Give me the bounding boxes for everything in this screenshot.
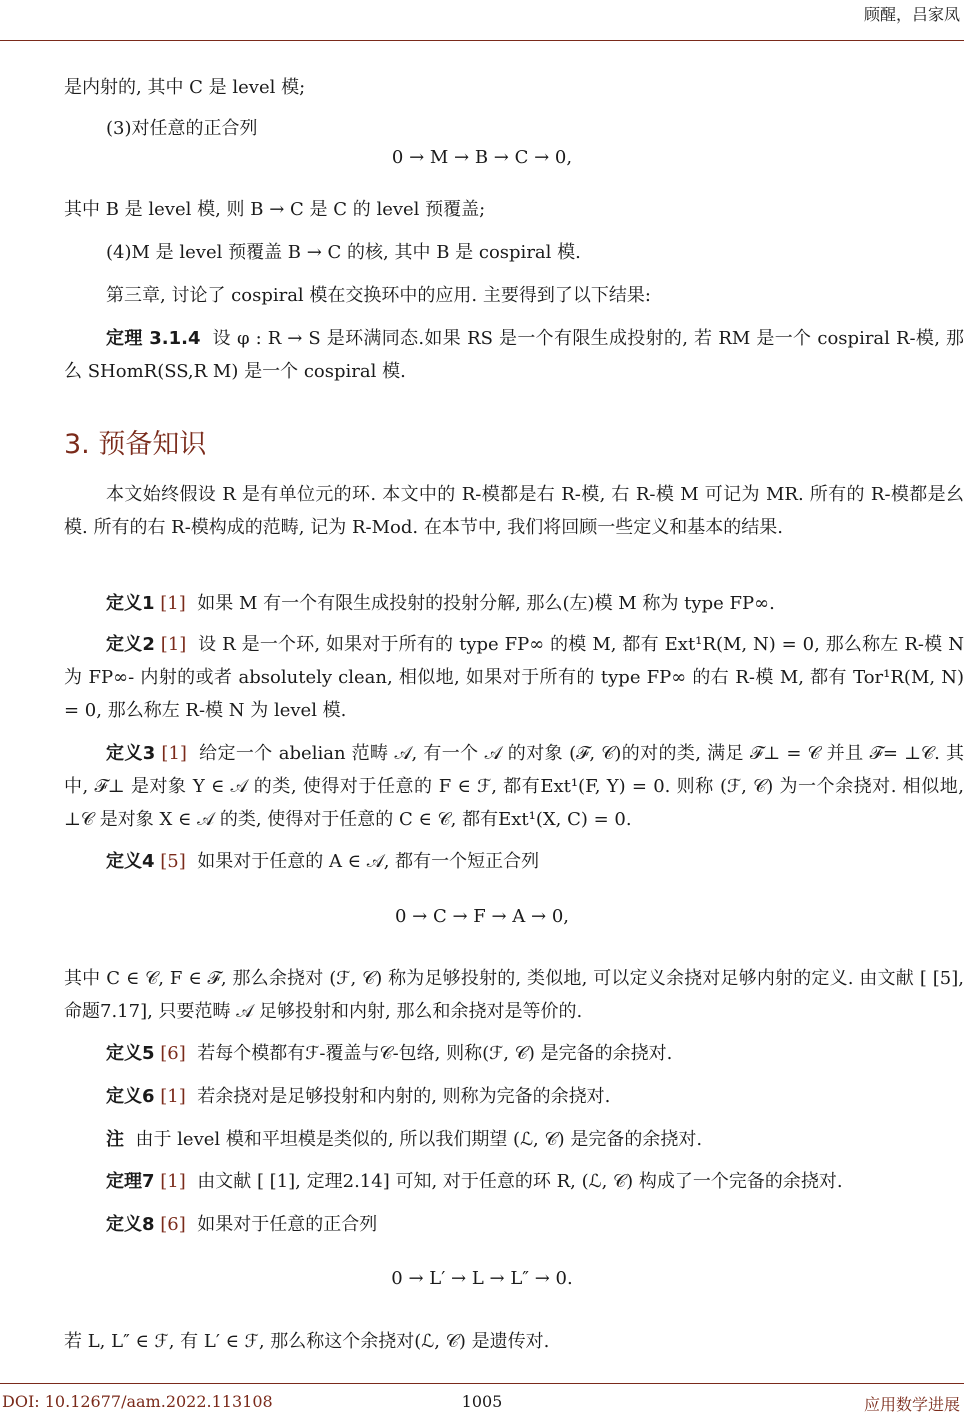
definition-6 <box>64 1080 964 1113</box>
def1-ref[interactable]: [1] <box>160 593 186 614</box>
note <box>64 1123 964 1156</box>
def1-text: 如果 M 有一个有限生成投射的投射分解, 那么(左)模 M 称为 type FP∞. <box>197 593 775 614</box>
def4-label: 定义4 <box>106 851 155 872</box>
theorem-label: 定理 3.1.4 <box>106 328 201 349</box>
thm7-ref[interactable]: [1] <box>160 1171 186 1192</box>
footer-rule <box>0 1383 964 1384</box>
formula-3: 0 → L′ → L → L″ → 0. <box>391 1268 573 1289</box>
theorem-7 <box>64 1165 964 1198</box>
def1-label: 定义1 <box>106 593 155 614</box>
def2-ref[interactable]: [1] <box>160 634 187 655</box>
def5-label: 定义5 <box>106 1043 155 1064</box>
theorem-3-1-4 <box>64 322 964 388</box>
paragraph-4: (4)M 是 level 预覆盖 B → C 的核, 其中 B 是 cospiral 模. <box>106 242 581 263</box>
definition-3 <box>64 737 964 836</box>
def6-text: 若余挠对是足够投射和内射的, 则称为完备的余挠对. <box>197 1086 611 1107</box>
definition-1 <box>64 587 964 620</box>
definition-2 <box>64 628 964 727</box>
definition-4 <box>64 845 964 878</box>
def5-text: 若每个模都有ℱ-覆盖与𝒞-包络, 则称(ℱ, 𝒞) 是完备的余挠对. <box>197 1043 673 1064</box>
paragraph-last: 若 L, L″ ∈ ℱ, 有 L′ ∈ ℱ, 那么称这个余挠对(ℒ, 𝒞) 是遗传对. <box>64 1331 550 1352</box>
def2-label: 定义2 <box>106 634 155 655</box>
definition-8 <box>64 1208 964 1241</box>
section-heading: 3. 预备知识 <box>64 429 207 460</box>
header-rule <box>0 40 964 41</box>
def6-label: 定义6 <box>106 1086 155 1107</box>
note-text: 由于 level 模和平坦模是类似的, 所以我们期望 (ℒ, 𝒞) 是完备的余挠对. <box>135 1129 703 1150</box>
def5-ref[interactable]: [6] <box>160 1043 186 1064</box>
intro-paragraph: 本文始终假设 R 是有单位元的环. 本文中的 R-模都是右 R-模, 右 R-模 M 可记为 MR. 所有的 R-模都是幺模. 所有的右 R-模构成的范畴, 记为 R-Mod. 在本节中, 我们将回顾一些定义和基本的结果. <box>64 484 964 538</box>
def6-ref[interactable]: [1] <box>160 1086 186 1107</box>
definition-5 <box>64 1037 964 1070</box>
thm7-text: 由文献 [ [1], 定理2.14] 可知, 对于任意的环 R, (ℒ, 𝒞) 构成了一个完备的余挠对. <box>197 1171 843 1192</box>
paragraph-3: 其中 B 是 level 模, 则 B → C 是 C 的 level 预覆盖; <box>64 199 486 220</box>
theorem-text: 设 φ : R → S 是环满同态.如果 RS 是一个有限生成投射的, 若 RM 是一个 cospiral R-模, 那么 SHomR(SS,R M) 是一个 cospiral 模. <box>64 328 964 382</box>
page-number: 1005 <box>461 1392 503 1411</box>
footer-doi[interactable]: DOI: 10.12677/aam.2022.113108 <box>2 1392 273 1411</box>
def3-text: 给定一个 abelian 范畴 𝒜, 有一个 𝒜 的对象 (ℱ, 𝒞)的对的类, 满足 ℱ⊥ = 𝒞 并且 ℱ= ⊥𝒞. 其中, ℱ⊥ 是对象 Y ∈ 𝒜 的类, 使得对于任意的 F ∈ ℱ, 都有Ext¹(F, Y) = 0. 则称 (ℱ, 𝒞) 为一个余挠对. 相似地, ⊥𝒞 是对象 X ∈ 𝒜 的类, 使得对于任意的 C ∈ 𝒞, 都有Ext¹(X, C) = 0. <box>64 743 964 830</box>
journal-name: 应用数学进展 <box>863 1395 960 1414</box>
thm7-label: 定理7 <box>106 1171 155 1192</box>
paragraph-2: (3)对任意的正合列 <box>106 118 258 139</box>
running-head: 顾醒，吕家凤 <box>863 5 960 24</box>
formula-2: 0 → C → F → A → 0, <box>395 906 569 927</box>
paragraph-after-def4: 其中 C ∈ 𝒞, F ∈ ℱ, 那么余挠对 (ℱ, 𝒞) 称为足够投射的, 类似地, 可以定义余挠对足够内射的定义. 由文献 [ [5], 命题7.17], 只要范畴 𝒜 足够投射和内射, 那么和余挠对是等价的. <box>64 968 964 1022</box>
def8-label: 定义8 <box>106 1214 155 1235</box>
note-label: 注 <box>106 1129 124 1150</box>
def4-text: 如果对于任意的 A ∈ 𝒜, 都有一个短正合列 <box>197 851 540 872</box>
def4-ref[interactable]: [5] <box>160 851 186 872</box>
def2-text: 设 R 是一个环, 如果对于所有的 type FP∞ 的模 M, 都有 Ext¹R(M, N) = 0, 那么称左 R-模 N 为 FP∞- 内射的或者 absolutely clean, 相似地, 如果对于所有的 type FP∞ 的右 R-模 M, 都有 Tor¹R(M, N) = 0, 那么称左 R-模 N 为 level 模. <box>64 634 964 721</box>
def8-ref[interactable]: [6] <box>160 1214 186 1235</box>
def8-text: 如果对于任意的正合列 <box>197 1214 378 1235</box>
paragraph-1: 是内射的, 其中 C 是 level 模; <box>64 77 306 98</box>
def3-ref[interactable]: [1] <box>161 743 187 764</box>
def3-label: 定义3 <box>106 743 156 764</box>
paragraph-5: 第三章, 讨论了 cospiral 模在交换环中的应用. 主要得到了以下结果: <box>106 285 651 306</box>
formula-1: 0 → M → B → C → 0, <box>391 147 573 168</box>
